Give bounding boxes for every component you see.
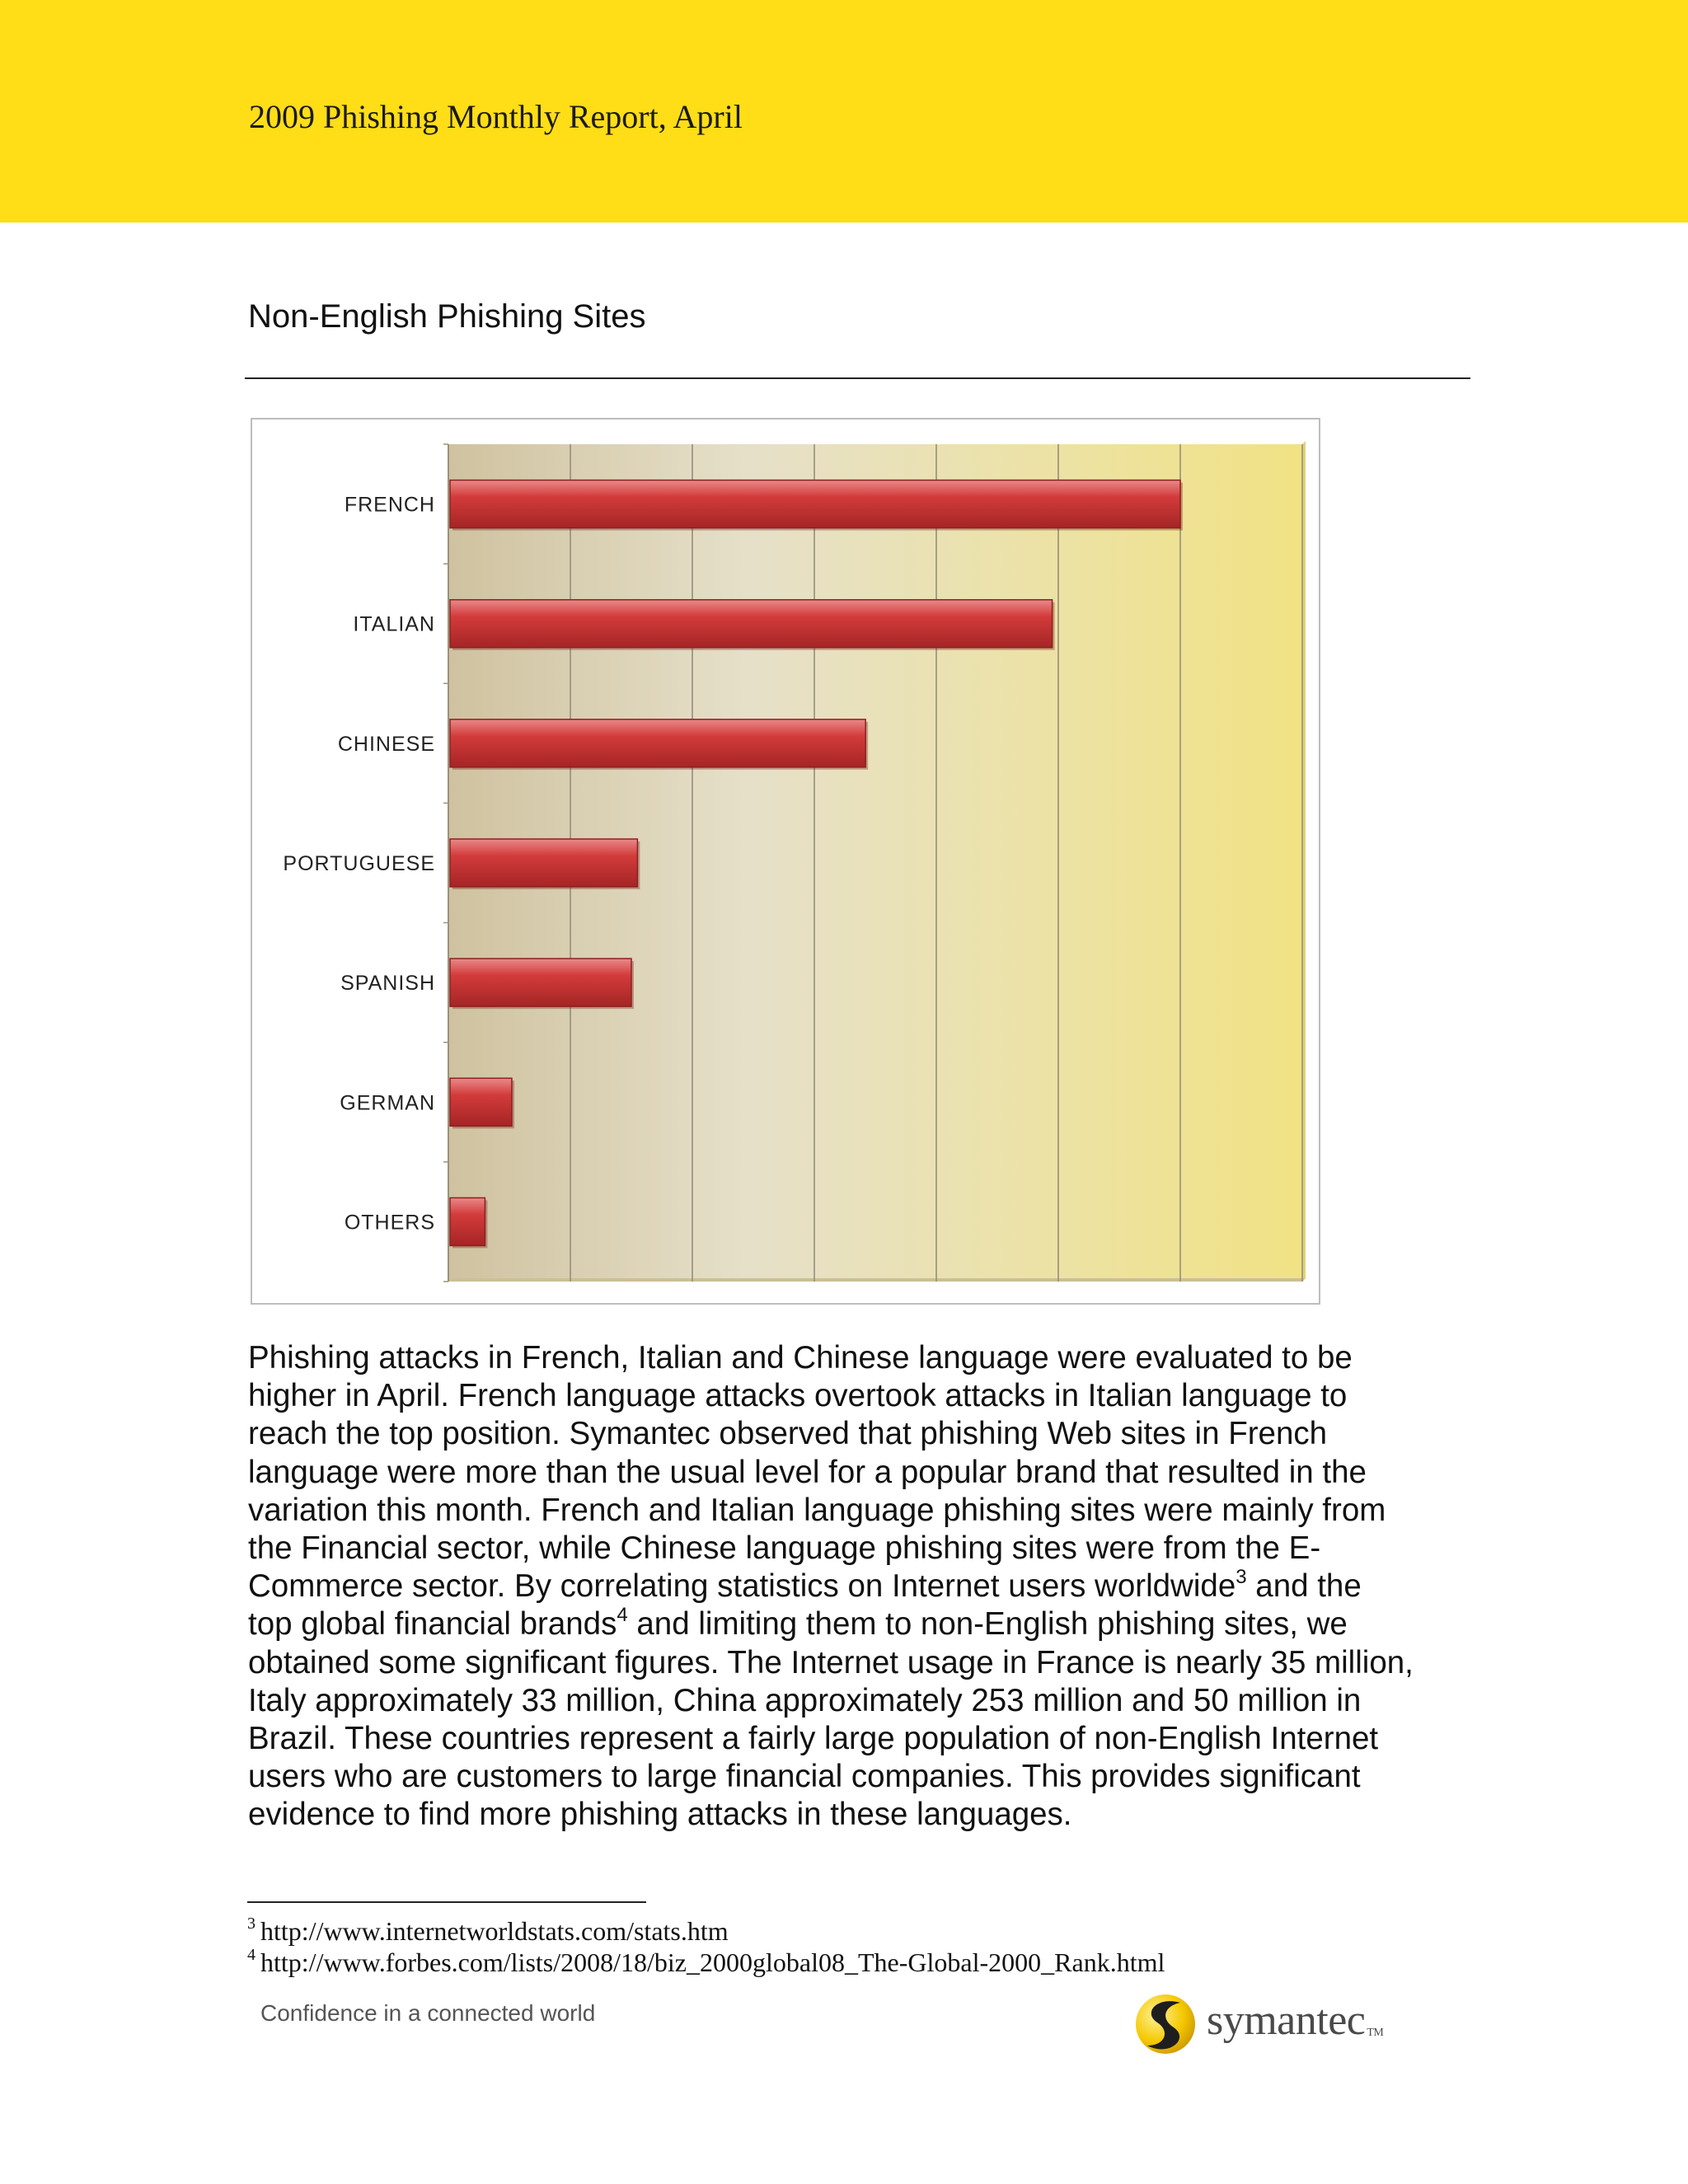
body-line: Phishing attacks in French, Italian and Chinese language were evaluated to be — [248, 1340, 1353, 1376]
category-label-spanish: SPANISH — [340, 972, 435, 996]
body-line: higher in April. French language attacks overtook attacks in Italian language to — [248, 1378, 1348, 1414]
logo-wordmark: symantec — [1207, 1997, 1366, 2044]
category-label-italian: ITALIAN — [353, 612, 435, 636]
body-text-segment: Commerce sector. By correlating statistics on Internet users worldwide — [248, 1568, 1236, 1605]
bar-chinese — [450, 719, 865, 767]
symantec-logo-icon — [1132, 1991, 1198, 2057]
bar-chart — [252, 419, 1319, 1303]
footnote-number: 4 — [247, 1946, 256, 1964]
footnote-3 — [247, 1916, 729, 1947]
chart-floor-edge — [448, 1278, 1306, 1282]
symantec-logo-text — [1207, 1996, 1383, 2045]
bar-spanish — [450, 958, 631, 1006]
footnote-4 — [247, 1947, 1165, 1978]
section-divider — [245, 377, 1470, 379]
footnote-divider — [247, 1901, 646, 1903]
category-label-portuguese: PORTUGUESE — [283, 852, 435, 875]
report-title: 2009 Phishing Monthly Report, April — [249, 98, 743, 135]
category-label-french: FRENCH — [344, 493, 435, 517]
body-line: Brazil. These countries represent a fairly large population of non-English Internet — [248, 1721, 1379, 1757]
body-line: obtained some significant figures. The Internet usage in France is nearly 35 million, — [248, 1644, 1414, 1680]
body-text-segment: and limiting them to non-English phishing sites, we — [627, 1606, 1348, 1643]
body-line: users who are customers to large financial companies. This provides significant — [248, 1759, 1361, 1795]
category-label-chinese: CHINESE — [337, 732, 435, 756]
category-label-german: GERMAN — [340, 1091, 435, 1115]
body-line: Italy approximately 33 million, China approximately 253 million and 50 million in — [248, 1682, 1362, 1718]
body-line: evidence to find more phishing attacks in these languages. — [248, 1797, 1072, 1833]
body-text-segment: top global financial brands — [248, 1606, 617, 1643]
body-paragraph — [248, 1339, 1484, 1835]
chart-frame — [251, 418, 1320, 1305]
body-line: variation this month. French and Italian language phishing sites were mainly from — [248, 1492, 1386, 1528]
bar-italian — [450, 600, 1053, 648]
category-label-others: OTHERS — [344, 1211, 435, 1235]
bar-others — [450, 1197, 485, 1245]
footnote-ref-4[interactable]: 4 — [617, 1604, 628, 1627]
footnote-link[interactable]: http://www.forbes.com/lists/2008/18/biz_2000global08_The-Global-2000_Rank.html — [260, 1947, 1165, 1977]
body-line — [248, 1605, 1484, 1643]
body-line: language were more than the usual level for a popular brand that resulted in the — [248, 1454, 1367, 1490]
footnote-ref-3[interactable]: 3 — [1236, 1566, 1247, 1589]
bar-german — [450, 1078, 512, 1126]
footnote-link[interactable]: http://www.internetworldstats.com/stats.htm — [260, 1916, 729, 1946]
body-line: the Financial sector, while Chinese language phishing sites were from the E- — [248, 1530, 1321, 1567]
bar-french — [450, 480, 1180, 528]
section-title: Non-English Phishing Sites — [248, 298, 646, 335]
footnote-number: 3 — [247, 1915, 256, 1933]
body-line: reach the top position. Symantec observed that phishing Web sites in French — [248, 1416, 1328, 1452]
body-text-segment: and the — [1246, 1568, 1362, 1605]
footer-tagline: Confidence in a connected world — [260, 2000, 596, 2026]
bar-portuguese — [450, 839, 637, 887]
logo-trademark: TM — [1367, 2027, 1384, 2039]
body-line — [248, 1568, 1484, 1605]
